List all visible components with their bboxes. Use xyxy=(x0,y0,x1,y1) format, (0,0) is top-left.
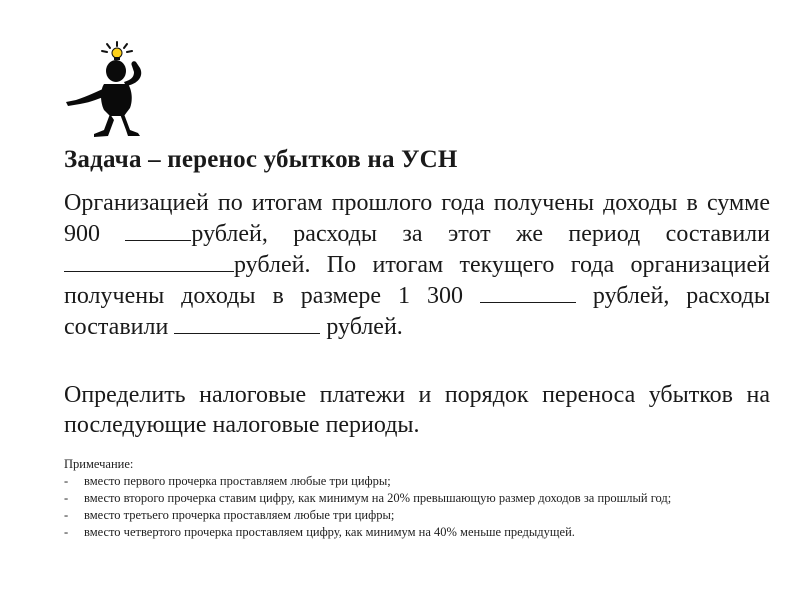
note-item: - вместо второго прочерка ставим цифру, как минимум на 20% превышающую размер доходов за прошлый год; xyxy=(64,490,770,507)
blank-field-4 xyxy=(174,311,320,334)
thinking-figure-illustration xyxy=(60,40,180,140)
conditions-text-1: Организацией по итогам прошлого года получены доходы в сумме 900 xyxy=(64,190,770,247)
conditions-text-2: рублей, расходы за этот же период составили xyxy=(191,221,770,247)
conditions-text-4: рублей, расходы составили xyxy=(64,283,771,340)
task-conditions-paragraph xyxy=(64,188,770,342)
note-item: - вместо третьего прочерка проставляем любые три цифры; xyxy=(64,507,770,524)
task-title: Задача – перенос убытков на УСН xyxy=(64,146,458,173)
note-item: - вместо первого прочерка проставляем любые три цифры; xyxy=(64,473,770,490)
notes-list xyxy=(64,473,770,541)
conditions-text-5: рублей. xyxy=(320,314,403,340)
note-item: - вместо четвертого прочерка проставляем цифру, как минимум на 40% меньше предыдущей. xyxy=(64,524,770,541)
blank-field-2 xyxy=(64,249,234,272)
blank-field-3 xyxy=(480,280,576,303)
blank-field-1 xyxy=(125,218,191,241)
notes-heading: Примечание: xyxy=(64,457,134,471)
notes-section xyxy=(64,456,770,541)
task-question-paragraph: Определить налоговые платежи и порядок переноса убытков на последующие налоговые периоды. xyxy=(64,382,770,438)
conditions-text-3: рублей. По итогам текущего года организацией получены доходы в размере 1 300 xyxy=(64,252,770,309)
